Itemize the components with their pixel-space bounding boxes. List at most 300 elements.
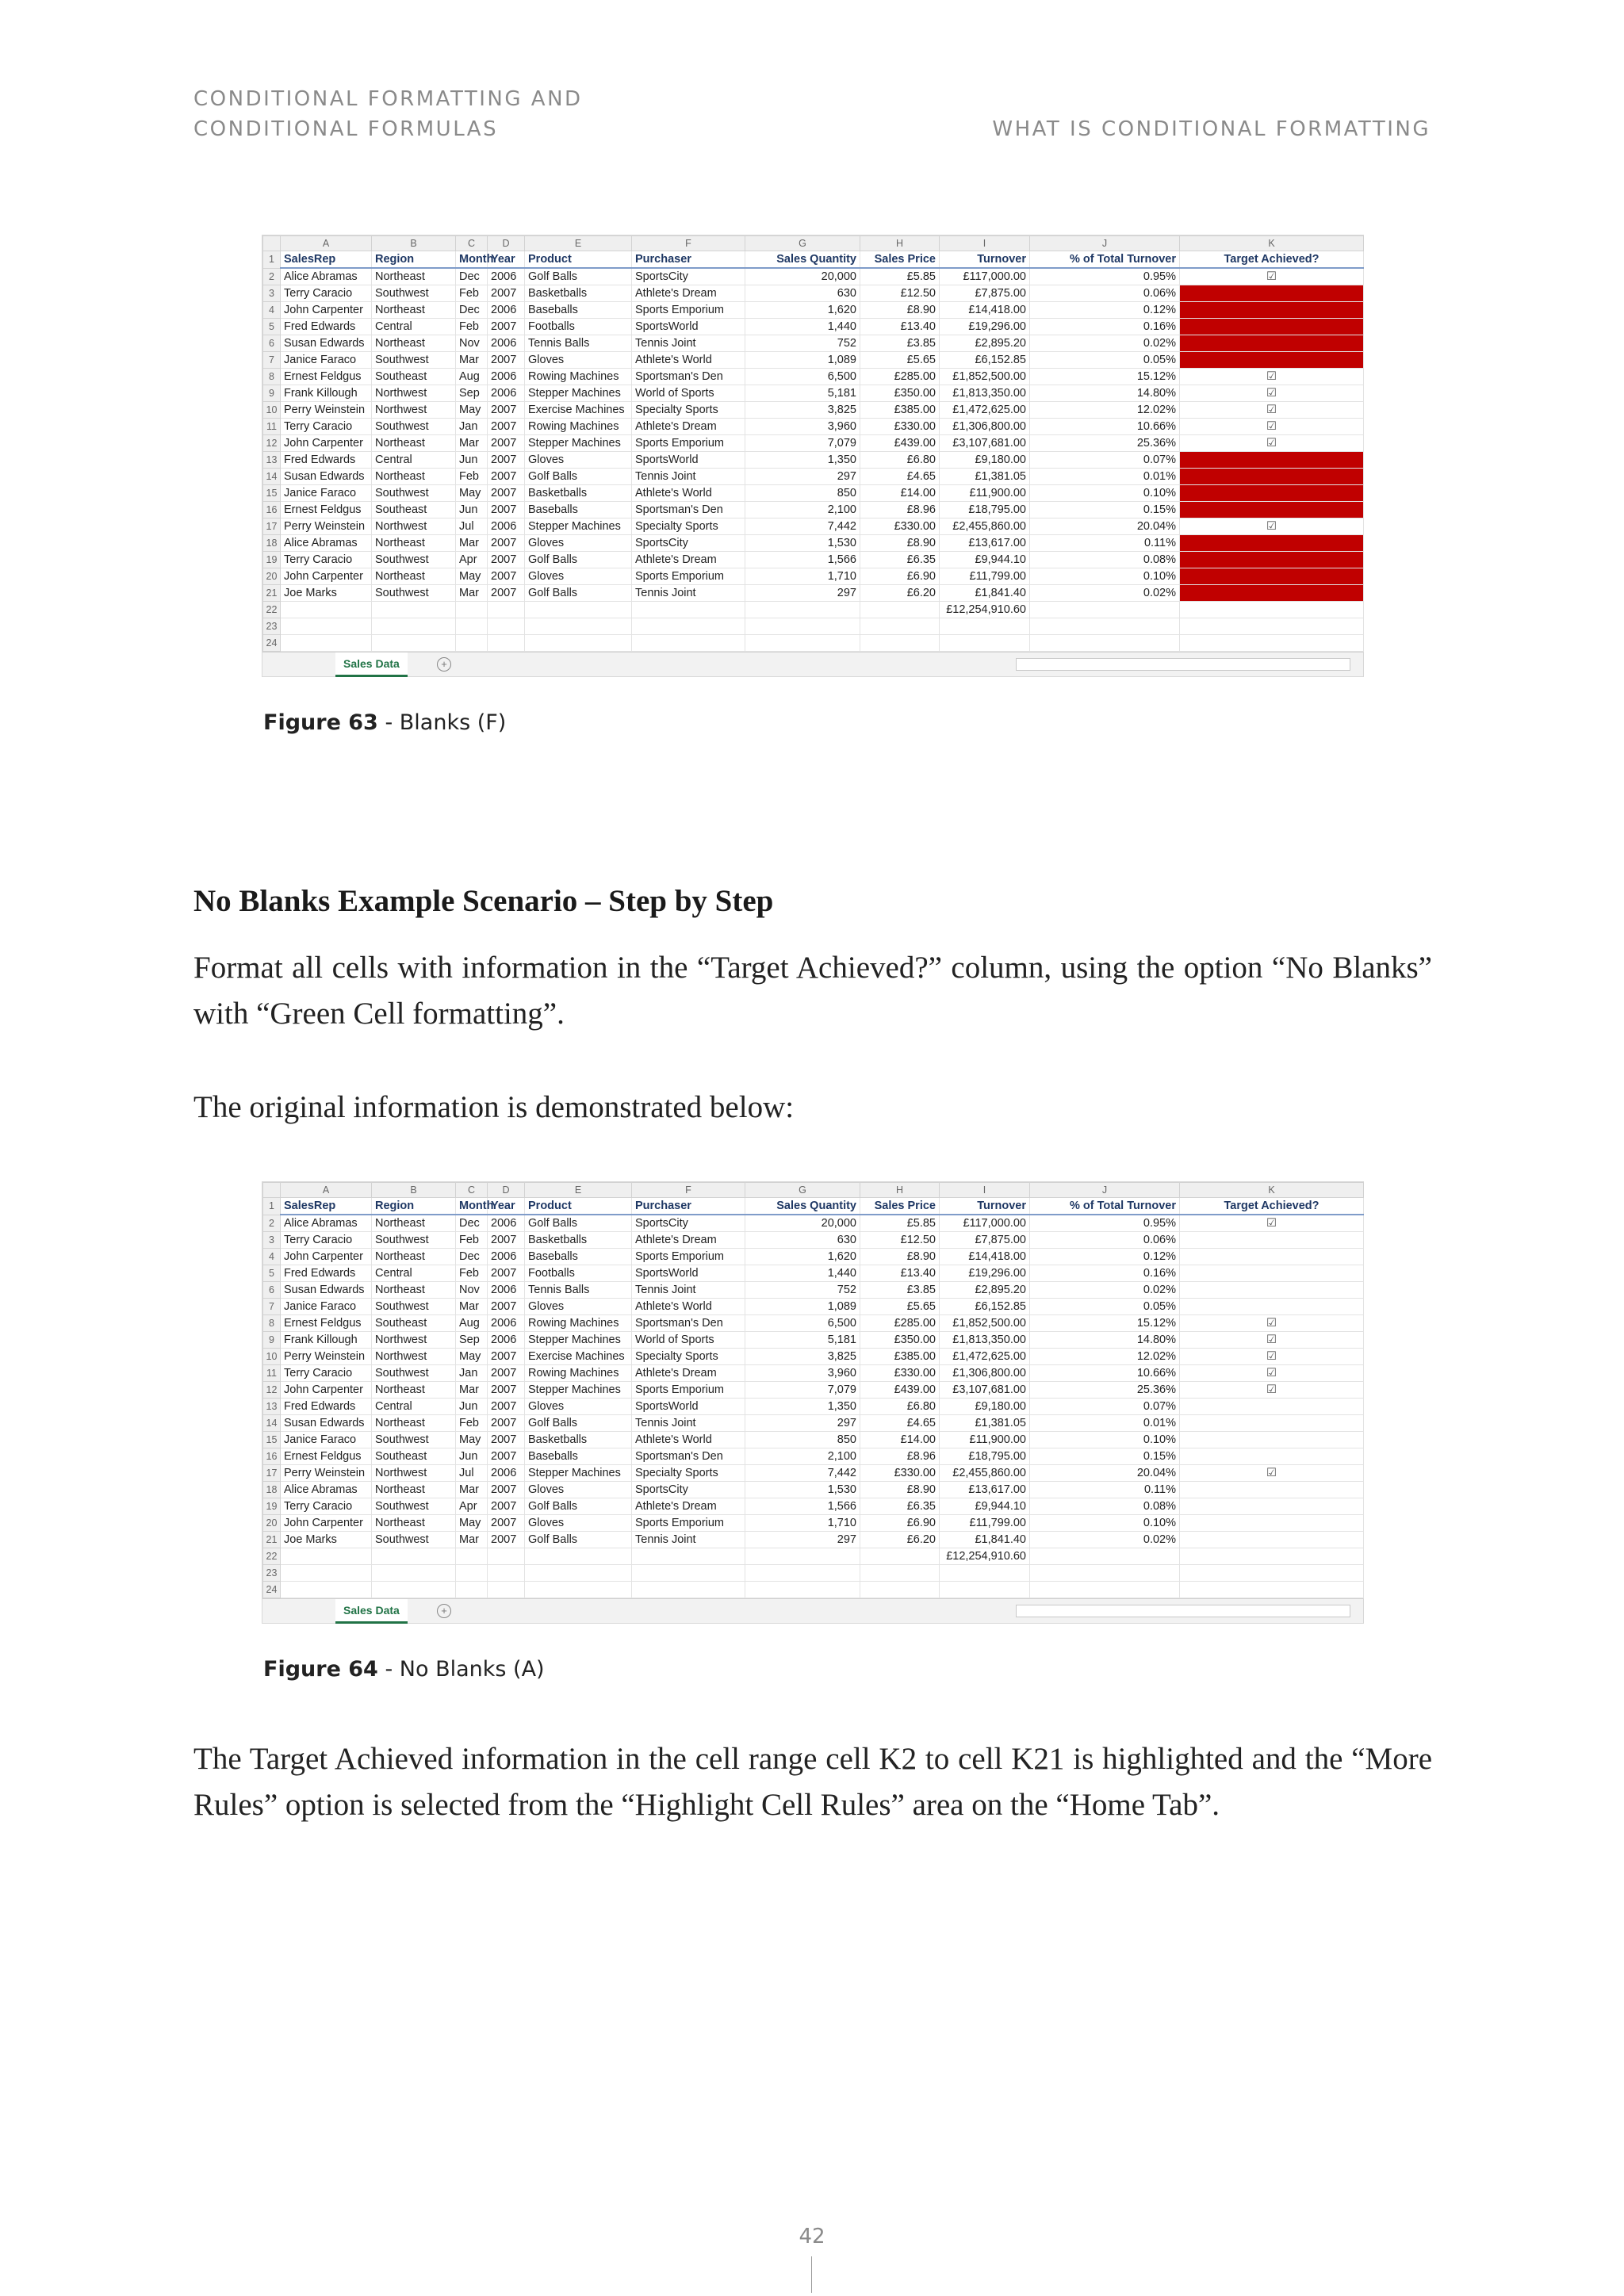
row-number[interactable]: 8 — [263, 369, 281, 385]
horizontal-scrollbar[interactable] — [1016, 658, 1350, 671]
data-cell[interactable]: Northeast — [372, 335, 456, 352]
empty-cell[interactable] — [456, 635, 488, 652]
data-cell[interactable]: Janice Faraco — [281, 352, 372, 369]
data-cell[interactable]: Athlete's World — [632, 1299, 745, 1315]
target-achieved-cell[interactable]: ☑ — [1180, 369, 1364, 385]
data-cell[interactable]: 20,000 — [745, 268, 860, 285]
data-cell[interactable]: 2007 — [488, 1532, 525, 1548]
data-cell[interactable]: 2007 — [488, 469, 525, 485]
empty-cell[interactable] — [860, 635, 940, 652]
data-cell[interactable]: £6.35 — [860, 552, 940, 568]
data-cell[interactable]: £330.00 — [860, 519, 940, 535]
target-achieved-cell[interactable] — [1180, 469, 1364, 485]
data-cell[interactable]: Southwest — [372, 485, 456, 502]
row-number[interactable]: 12 — [263, 1382, 281, 1399]
data-cell[interactable]: 2007 — [488, 1415, 525, 1432]
target-achieved-cell[interactable]: ☑ — [1180, 1365, 1364, 1382]
row-number[interactable]: 8 — [263, 1315, 281, 1332]
header-cell[interactable]: Month — [456, 1198, 488, 1215]
data-cell[interactable]: Footballs — [525, 1265, 632, 1282]
data-cell[interactable]: £18,795.00 — [940, 502, 1030, 519]
target-achieved-cell[interactable] — [1180, 1399, 1364, 1415]
data-cell[interactable]: SportsCity — [632, 268, 745, 285]
header-cell[interactable]: % of Total Turnover — [1030, 1198, 1180, 1215]
total-turnover-cell[interactable]: £12,254,910.60 — [940, 1548, 1030, 1565]
data-cell[interactable]: Feb — [456, 1232, 488, 1249]
data-cell[interactable]: Tennis Balls — [525, 335, 632, 352]
data-cell[interactable]: 0.02% — [1030, 1532, 1180, 1548]
target-achieved-cell[interactable] — [1180, 335, 1364, 352]
data-cell[interactable]: £8.90 — [860, 1249, 940, 1265]
data-cell[interactable]: May — [456, 1432, 488, 1448]
data-cell[interactable]: Northeast — [372, 1515, 456, 1532]
data-cell[interactable]: 20.04% — [1030, 1465, 1180, 1482]
empty-cell[interactable] — [488, 635, 525, 652]
empty-cell[interactable] — [281, 1565, 372, 1582]
data-cell[interactable]: £5.65 — [860, 352, 940, 369]
data-cell[interactable]: Footballs — [525, 319, 632, 335]
data-cell[interactable]: 25.36% — [1030, 1382, 1180, 1399]
data-cell[interactable]: Mar — [456, 585, 488, 602]
empty-cell[interactable] — [632, 618, 745, 635]
data-cell[interactable]: Northeast — [372, 1282, 456, 1299]
data-cell[interactable]: 1,530 — [745, 535, 860, 552]
data-cell[interactable]: Southeast — [372, 502, 456, 519]
data-cell[interactable]: Terry Caracio — [281, 285, 372, 302]
data-cell[interactable]: £14.00 — [860, 1432, 940, 1448]
empty-cell[interactable] — [525, 1548, 632, 1565]
row-number[interactable]: 4 — [263, 1249, 281, 1265]
data-cell[interactable]: £5.85 — [860, 1215, 940, 1232]
target-achieved-cell[interactable] — [1180, 1299, 1364, 1315]
data-cell[interactable]: Perry Weinstein — [281, 402, 372, 419]
data-cell[interactable]: Terry Caracio — [281, 1365, 372, 1382]
add-sheet-icon[interactable]: + — [437, 657, 451, 672]
data-cell[interactable]: Gloves — [525, 1399, 632, 1415]
row-number[interactable]: 19 — [263, 1498, 281, 1515]
header-cell[interactable]: Product — [525, 251, 632, 269]
data-cell[interactable]: £1,841.40 — [940, 1532, 1030, 1548]
data-cell[interactable]: £9,180.00 — [940, 1399, 1030, 1415]
data-cell[interactable]: Stepper Machines — [525, 1465, 632, 1482]
data-cell[interactable]: Northeast — [372, 302, 456, 319]
row-number[interactable]: 22 — [263, 1548, 281, 1565]
empty-cell[interactable] — [488, 1565, 525, 1582]
data-cell[interactable]: John Carpenter — [281, 302, 372, 319]
data-cell[interactable]: 2006 — [488, 1332, 525, 1349]
empty-cell[interactable] — [1030, 1565, 1180, 1582]
row-number[interactable]: 23 — [263, 1565, 281, 1582]
data-cell[interactable]: £19,296.00 — [940, 319, 1030, 335]
data-cell[interactable]: 0.15% — [1030, 502, 1180, 519]
row-number[interactable]: 3 — [263, 285, 281, 302]
row-number[interactable]: 20 — [263, 1515, 281, 1532]
data-cell[interactable]: Tennis Joint — [632, 469, 745, 485]
row-number[interactable]: 15 — [263, 1432, 281, 1448]
data-cell[interactable]: SportsCity — [632, 1215, 745, 1232]
empty-cell[interactable] — [372, 1548, 456, 1565]
empty-cell[interactable] — [745, 1565, 860, 1582]
header-cell[interactable]: Sales Price — [860, 1198, 940, 1215]
header-cell[interactable]: Year — [488, 251, 525, 269]
data-cell[interactable]: Perry Weinstein — [281, 1465, 372, 1482]
data-cell[interactable]: John Carpenter — [281, 1382, 372, 1399]
data-cell[interactable]: 1,620 — [745, 1249, 860, 1265]
data-cell[interactable]: 0.11% — [1030, 535, 1180, 552]
data-cell[interactable]: John Carpenter — [281, 1515, 372, 1532]
data-cell[interactable]: £1,381.05 — [940, 469, 1030, 485]
data-cell[interactable]: Gloves — [525, 535, 632, 552]
row-number[interactable]: 11 — [263, 419, 281, 435]
data-cell[interactable]: 0.10% — [1030, 1432, 1180, 1448]
row-number[interactable]: 6 — [263, 335, 281, 352]
row-number[interactable]: 1 — [263, 1198, 281, 1215]
target-achieved-cell[interactable] — [1180, 485, 1364, 502]
column-letter-H[interactable]: H — [860, 1183, 940, 1198]
data-cell[interactable]: Tennis Balls — [525, 1282, 632, 1299]
data-cell[interactable]: Gloves — [525, 568, 632, 585]
target-achieved-cell[interactable] — [1180, 452, 1364, 469]
data-cell[interactable]: 2006 — [488, 1282, 525, 1299]
empty-cell[interactable] — [745, 602, 860, 618]
column-letter-C[interactable]: C — [456, 236, 488, 251]
data-cell[interactable]: Athlete's Dream — [632, 419, 745, 435]
data-cell[interactable]: Sportsman's Den — [632, 502, 745, 519]
data-cell[interactable]: Jan — [456, 1365, 488, 1382]
data-cell[interactable]: Northeast — [372, 1482, 456, 1498]
header-cell[interactable]: Product — [525, 1198, 632, 1215]
data-cell[interactable]: Northwest — [372, 1332, 456, 1349]
empty-cell[interactable] — [525, 1565, 632, 1582]
data-cell[interactable]: Nov — [456, 1282, 488, 1299]
data-cell[interactable]: Sports Emporium — [632, 302, 745, 319]
target-achieved-cell[interactable] — [1180, 568, 1364, 585]
data-cell[interactable]: Sep — [456, 385, 488, 402]
data-cell[interactable]: SportsWorld — [632, 319, 745, 335]
data-cell[interactable]: 1,350 — [745, 452, 860, 469]
data-cell[interactable]: 1,440 — [745, 319, 860, 335]
data-cell[interactable]: 2007 — [488, 452, 525, 469]
data-cell[interactable]: Athlete's World — [632, 485, 745, 502]
row-number[interactable]: 6 — [263, 1282, 281, 1299]
data-cell[interactable]: Sports Emporium — [632, 1382, 745, 1399]
data-cell[interactable]: Athlete's World — [632, 1432, 745, 1448]
data-cell[interactable]: 15.12% — [1030, 1315, 1180, 1332]
empty-cell[interactable] — [940, 618, 1030, 635]
empty-cell[interactable] — [372, 635, 456, 652]
data-cell[interactable]: 0.02% — [1030, 585, 1180, 602]
select-all-corner[interactable] — [263, 236, 281, 251]
header-cell[interactable]: SalesRep — [281, 1198, 372, 1215]
data-cell[interactable]: Fred Edwards — [281, 319, 372, 335]
data-cell[interactable]: £330.00 — [860, 1365, 940, 1382]
data-cell[interactable]: Northwest — [372, 1349, 456, 1365]
data-cell[interactable]: Sportsman's Den — [632, 1448, 745, 1465]
data-cell[interactable]: 2006 — [488, 519, 525, 535]
row-number[interactable]: 21 — [263, 1532, 281, 1548]
data-cell[interactable]: 2007 — [488, 1299, 525, 1315]
data-cell[interactable]: 1,710 — [745, 1515, 860, 1532]
data-cell[interactable]: £12.50 — [860, 285, 940, 302]
data-cell[interactable]: Janice Faraco — [281, 1432, 372, 1448]
data-cell[interactable]: May — [456, 1515, 488, 1532]
header-cell[interactable]: Target Achieved? — [1180, 1198, 1364, 1215]
data-cell[interactable]: £8.96 — [860, 1448, 940, 1465]
data-cell[interactable]: 2006 — [488, 268, 525, 285]
data-cell[interactable]: Tennis Joint — [632, 1415, 745, 1432]
sheet-tab-sales-data[interactable]: Sales Data — [335, 1599, 408, 1624]
data-cell[interactable]: 297 — [745, 1532, 860, 1548]
data-cell[interactable]: Gloves — [525, 1299, 632, 1315]
data-cell[interactable]: Northeast — [372, 1415, 456, 1432]
data-cell[interactable]: Southeast — [372, 1315, 456, 1332]
data-cell[interactable]: 6,500 — [745, 369, 860, 385]
row-number[interactable]: 19 — [263, 552, 281, 568]
data-cell[interactable]: 2006 — [488, 1215, 525, 1232]
data-cell[interactable]: Aug — [456, 1315, 488, 1332]
row-number[interactable]: 22 — [263, 602, 281, 618]
data-cell[interactable]: Southwest — [372, 352, 456, 369]
header-cell[interactable]: Region — [372, 251, 456, 269]
data-cell[interactable]: 0.10% — [1030, 1515, 1180, 1532]
column-letter-A[interactable]: A — [281, 1183, 372, 1198]
data-cell[interactable]: £8.90 — [860, 535, 940, 552]
row-number[interactable]: 2 — [263, 1215, 281, 1232]
empty-cell[interactable] — [860, 602, 940, 618]
data-cell[interactable]: 0.10% — [1030, 485, 1180, 502]
header-cell[interactable]: Month — [456, 251, 488, 269]
data-cell[interactable]: Northeast — [372, 1382, 456, 1399]
data-cell[interactable]: Southwest — [372, 1498, 456, 1515]
data-cell[interactable]: Southwest — [372, 1232, 456, 1249]
data-cell[interactable]: Frank Killough — [281, 1332, 372, 1349]
empty-cell[interactable] — [1030, 635, 1180, 652]
data-cell[interactable]: Mar — [456, 352, 488, 369]
data-cell[interactable]: £4.65 — [860, 1415, 940, 1432]
data-cell[interactable]: 2007 — [488, 1515, 525, 1532]
row-number[interactable]: 23 — [263, 618, 281, 635]
data-cell[interactable]: 1,530 — [745, 1482, 860, 1498]
row-number[interactable]: 7 — [263, 352, 281, 369]
data-cell[interactable]: Apr — [456, 552, 488, 568]
data-cell[interactable]: £6,152.85 — [940, 1299, 1030, 1315]
data-cell[interactable]: 2007 — [488, 502, 525, 519]
data-cell[interactable]: Sports Emporium — [632, 1249, 745, 1265]
data-cell[interactable]: 2006 — [488, 1315, 525, 1332]
data-cell[interactable]: Southwest — [372, 1532, 456, 1548]
data-cell[interactable]: Central — [372, 319, 456, 335]
empty-cell[interactable] — [372, 618, 456, 635]
target-achieved-cell[interactable]: ☑ — [1180, 419, 1364, 435]
data-cell[interactable]: £1,841.40 — [940, 585, 1030, 602]
data-cell[interactable]: 0.02% — [1030, 335, 1180, 352]
header-cell[interactable]: Target Achieved? — [1180, 251, 1364, 269]
data-cell[interactable]: Susan Edwards — [281, 335, 372, 352]
data-cell[interactable]: Golf Balls — [525, 1532, 632, 1548]
data-cell[interactable]: £9,180.00 — [940, 452, 1030, 469]
data-cell[interactable]: £6.80 — [860, 1399, 940, 1415]
data-cell[interactable]: Tennis Joint — [632, 1282, 745, 1299]
data-cell[interactable]: 10.66% — [1030, 419, 1180, 435]
add-sheet-icon[interactable]: + — [437, 1604, 451, 1618]
empty-cell[interactable] — [1180, 1582, 1364, 1598]
data-cell[interactable]: Nov — [456, 335, 488, 352]
empty-cell[interactable] — [1180, 618, 1364, 635]
data-cell[interactable]: Terry Caracio — [281, 419, 372, 435]
data-cell[interactable]: Golf Balls — [525, 552, 632, 568]
data-cell[interactable]: Rowing Machines — [525, 419, 632, 435]
empty-cell[interactable] — [281, 602, 372, 618]
data-cell[interactable]: 1,566 — [745, 552, 860, 568]
data-cell[interactable]: Alice Abramas — [281, 1482, 372, 1498]
data-cell[interactable]: Southwest — [372, 1365, 456, 1382]
empty-cell[interactable] — [940, 1582, 1030, 1598]
data-cell[interactable]: 0.01% — [1030, 469, 1180, 485]
data-cell[interactable]: 850 — [745, 1432, 860, 1448]
data-cell[interactable]: £13,617.00 — [940, 535, 1030, 552]
empty-cell[interactable] — [1180, 602, 1364, 618]
empty-cell[interactable] — [745, 635, 860, 652]
data-cell[interactable]: Specialty Sports — [632, 402, 745, 419]
empty-cell[interactable] — [1030, 1582, 1180, 1598]
data-cell[interactable]: Northeast — [372, 1215, 456, 1232]
data-cell[interactable]: Northeast — [372, 268, 456, 285]
data-cell[interactable]: £3,107,681.00 — [940, 435, 1030, 452]
data-cell[interactable]: £1,381.05 — [940, 1415, 1030, 1432]
data-cell[interactable]: 630 — [745, 1232, 860, 1249]
target-achieved-cell[interactable] — [1180, 1432, 1364, 1448]
data-cell[interactable]: £1,813,350.00 — [940, 1332, 1030, 1349]
target-achieved-cell[interactable]: ☑ — [1180, 519, 1364, 535]
row-number[interactable]: 4 — [263, 302, 281, 319]
data-cell[interactable]: Ernest Feldgus — [281, 502, 372, 519]
data-cell[interactable]: 850 — [745, 485, 860, 502]
row-number[interactable]: 9 — [263, 385, 281, 402]
empty-cell[interactable] — [940, 1565, 1030, 1582]
data-cell[interactable]: Tennis Joint — [632, 1532, 745, 1548]
data-cell[interactable]: Jun — [456, 452, 488, 469]
data-cell[interactable]: Exercise Machines — [525, 1349, 632, 1365]
data-cell[interactable]: 2,100 — [745, 1448, 860, 1465]
data-cell[interactable]: 0.08% — [1030, 552, 1180, 568]
data-cell[interactable]: Southwest — [372, 419, 456, 435]
data-cell[interactable]: £6,152.85 — [940, 352, 1030, 369]
data-cell[interactable]: 2007 — [488, 1482, 525, 1498]
empty-cell[interactable] — [745, 1582, 860, 1598]
data-cell[interactable]: 5,181 — [745, 1332, 860, 1349]
row-number[interactable]: 10 — [263, 1349, 281, 1365]
empty-cell[interactable] — [632, 602, 745, 618]
data-cell[interactable]: Janice Faraco — [281, 1299, 372, 1315]
empty-cell[interactable] — [525, 618, 632, 635]
data-cell[interactable]: 0.05% — [1030, 352, 1180, 369]
data-cell[interactable]: Jul — [456, 519, 488, 535]
data-cell[interactable]: Alice Abramas — [281, 535, 372, 552]
data-cell[interactable]: Feb — [456, 1415, 488, 1432]
data-cell[interactable]: 2007 — [488, 1349, 525, 1365]
target-achieved-cell[interactable]: ☑ — [1180, 1315, 1364, 1332]
header-cell[interactable]: Turnover — [940, 251, 1030, 269]
data-cell[interactable]: £6.20 — [860, 1532, 940, 1548]
target-achieved-cell[interactable] — [1180, 1232, 1364, 1249]
header-cell[interactable]: Purchaser — [632, 251, 745, 269]
data-cell[interactable]: 2006 — [488, 385, 525, 402]
target-achieved-cell[interactable] — [1180, 1448, 1364, 1465]
data-cell[interactable]: £330.00 — [860, 1465, 940, 1482]
empty-cell[interactable] — [1180, 1565, 1364, 1582]
row-number[interactable]: 16 — [263, 1448, 281, 1465]
target-achieved-cell[interactable] — [1180, 535, 1364, 552]
target-achieved-cell[interactable] — [1180, 1415, 1364, 1432]
empty-cell[interactable] — [940, 635, 1030, 652]
data-cell[interactable]: 25.36% — [1030, 435, 1180, 452]
data-cell[interactable]: 7,442 — [745, 1465, 860, 1482]
row-number[interactable]: 14 — [263, 469, 281, 485]
data-cell[interactable]: Jul — [456, 1465, 488, 1482]
empty-cell[interactable] — [525, 635, 632, 652]
data-cell[interactable]: Basketballs — [525, 1432, 632, 1448]
data-cell[interactable]: 10.66% — [1030, 1365, 1180, 1382]
target-achieved-cell[interactable] — [1180, 319, 1364, 335]
empty-cell[interactable] — [456, 618, 488, 635]
data-cell[interactable]: 1,440 — [745, 1265, 860, 1282]
data-cell[interactable]: Northeast — [372, 535, 456, 552]
data-cell[interactable]: 297 — [745, 585, 860, 602]
data-cell[interactable]: Mar — [456, 1299, 488, 1315]
empty-cell[interactable] — [1030, 602, 1180, 618]
data-cell[interactable]: 297 — [745, 469, 860, 485]
data-cell[interactable]: John Carpenter — [281, 568, 372, 585]
data-cell[interactable]: World of Sports — [632, 1332, 745, 1349]
data-cell[interactable]: 2007 — [488, 552, 525, 568]
data-cell[interactable]: Gloves — [525, 1515, 632, 1532]
data-cell[interactable]: 1,710 — [745, 568, 860, 585]
data-cell[interactable]: May — [456, 1349, 488, 1365]
data-cell[interactable]: Northwest — [372, 519, 456, 535]
target-achieved-cell[interactable]: ☑ — [1180, 1215, 1364, 1232]
data-cell[interactable]: Northeast — [372, 568, 456, 585]
data-cell[interactable]: £8.90 — [860, 302, 940, 319]
target-achieved-cell[interactable] — [1180, 302, 1364, 319]
data-cell[interactable]: £11,900.00 — [940, 1432, 1030, 1448]
row-number[interactable]: 13 — [263, 452, 281, 469]
data-cell[interactable]: £6.80 — [860, 452, 940, 469]
data-cell[interactable]: 2007 — [488, 419, 525, 435]
empty-cell[interactable] — [632, 1548, 745, 1565]
data-cell[interactable]: Gloves — [525, 1482, 632, 1498]
data-cell[interactable]: £6.20 — [860, 585, 940, 602]
data-cell[interactable]: Baseballs — [525, 302, 632, 319]
data-cell[interactable]: Golf Balls — [525, 1215, 632, 1232]
data-cell[interactable]: Stepper Machines — [525, 1382, 632, 1399]
row-number[interactable]: 2 — [263, 268, 281, 285]
data-cell[interactable]: Sports Emporium — [632, 1515, 745, 1532]
data-cell[interactable]: 2006 — [488, 1249, 525, 1265]
data-cell[interactable]: 20,000 — [745, 1215, 860, 1232]
data-cell[interactable]: £6.90 — [860, 1515, 940, 1532]
data-cell[interactable]: Mar — [456, 1482, 488, 1498]
data-cell[interactable]: 2006 — [488, 302, 525, 319]
data-cell[interactable]: £1,472,625.00 — [940, 402, 1030, 419]
empty-cell[interactable] — [281, 635, 372, 652]
data-cell[interactable]: £2,895.20 — [940, 1282, 1030, 1299]
data-cell[interactable]: SportsWorld — [632, 1399, 745, 1415]
data-cell[interactable]: 14.80% — [1030, 1332, 1180, 1349]
data-cell[interactable]: Fred Edwards — [281, 1399, 372, 1415]
empty-cell[interactable] — [632, 1565, 745, 1582]
empty-cell[interactable] — [456, 1548, 488, 1565]
data-cell[interactable]: £19,296.00 — [940, 1265, 1030, 1282]
